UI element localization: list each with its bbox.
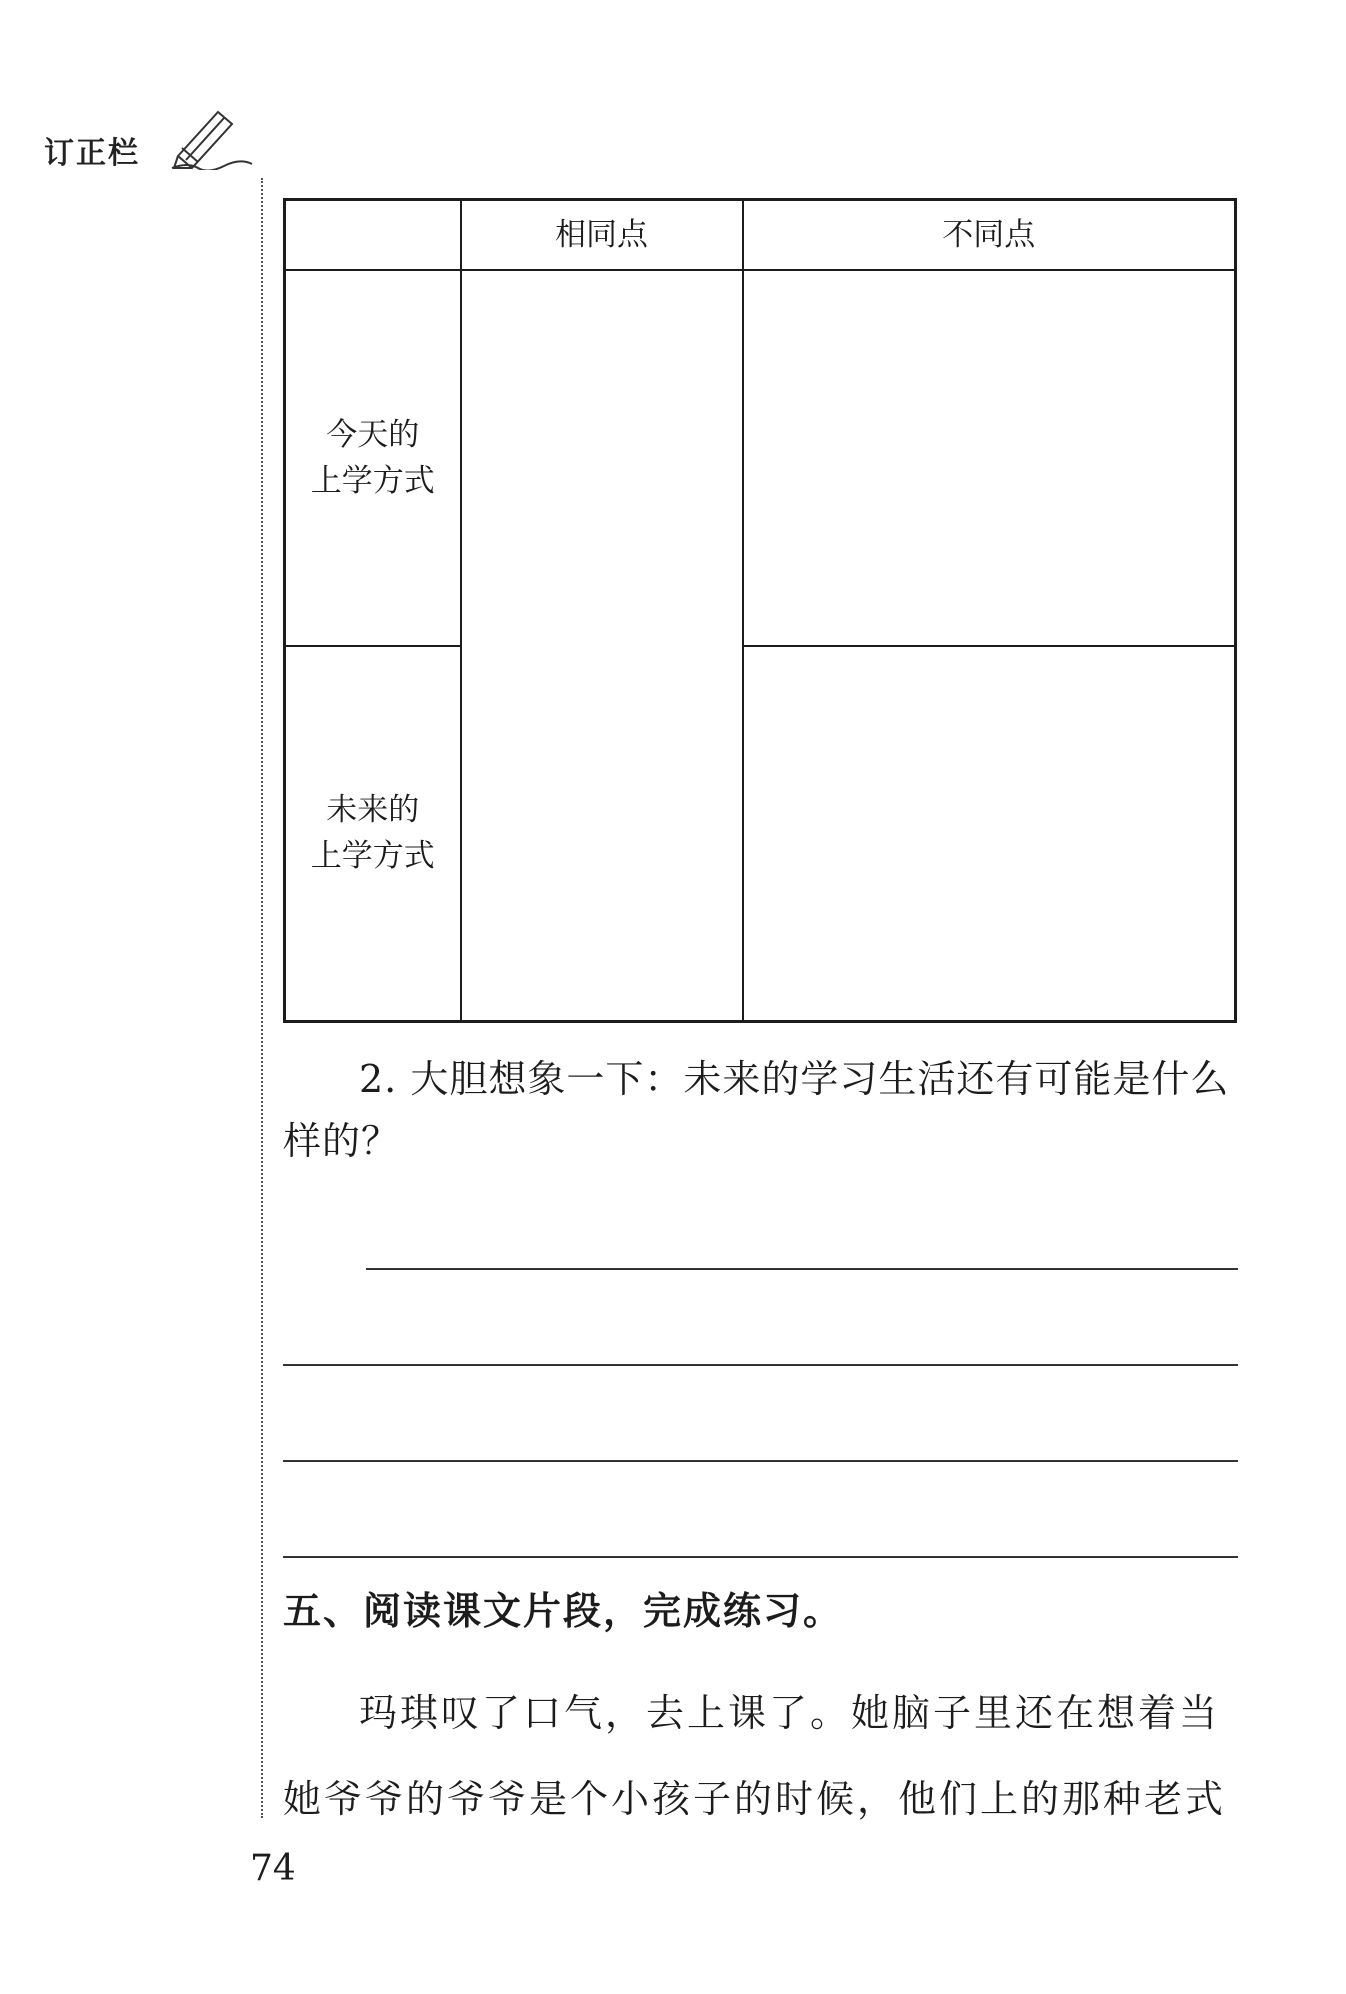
row-label-future [285,646,461,1022]
header-same-points: 相同点 [461,200,743,270]
answer-line[interactable] [283,1556,1238,1558]
row-label-line: 未来的 [326,792,420,829]
row-label-line: 上学方式 [310,838,435,875]
header-different-points: 不同点 [743,200,1236,270]
diff-future-answer-cell[interactable] [743,646,1236,1022]
table-row [285,270,1236,646]
row-label-line: 上学方式 [310,462,435,499]
page-number: 74 [250,1848,296,1889]
same-points-answer-cell[interactable] [461,270,743,1022]
answer-line[interactable] [366,1268,1238,1270]
question-2: 2. 大胆想象一下：未来的学习生活还有可能是什么样的？ [283,1057,1230,1163]
comparison-table [283,198,1237,1023]
reading-passage: 玛琪叹了口气，去上课了。她脑子里还在想着当她爷爷的爷爷是个小孩子的时候，他们上的那种老式 [283,1691,1227,1821]
table-corner-cell [285,200,461,270]
correction-column-label: 订正栏 [44,136,140,171]
table-row [285,646,1236,1022]
table-header-row [285,200,1236,270]
row-label-line: 今天的 [326,416,420,453]
margin-divider [261,178,263,1818]
answer-line[interactable] [283,1364,1238,1366]
row-label-today [285,270,461,646]
answer-line[interactable] [283,1460,1238,1462]
section-5-title: 五、阅读课文片段，完成练习。 [283,1589,844,1633]
diff-today-answer-cell[interactable] [743,270,1236,646]
pencil-icon [168,104,254,170]
